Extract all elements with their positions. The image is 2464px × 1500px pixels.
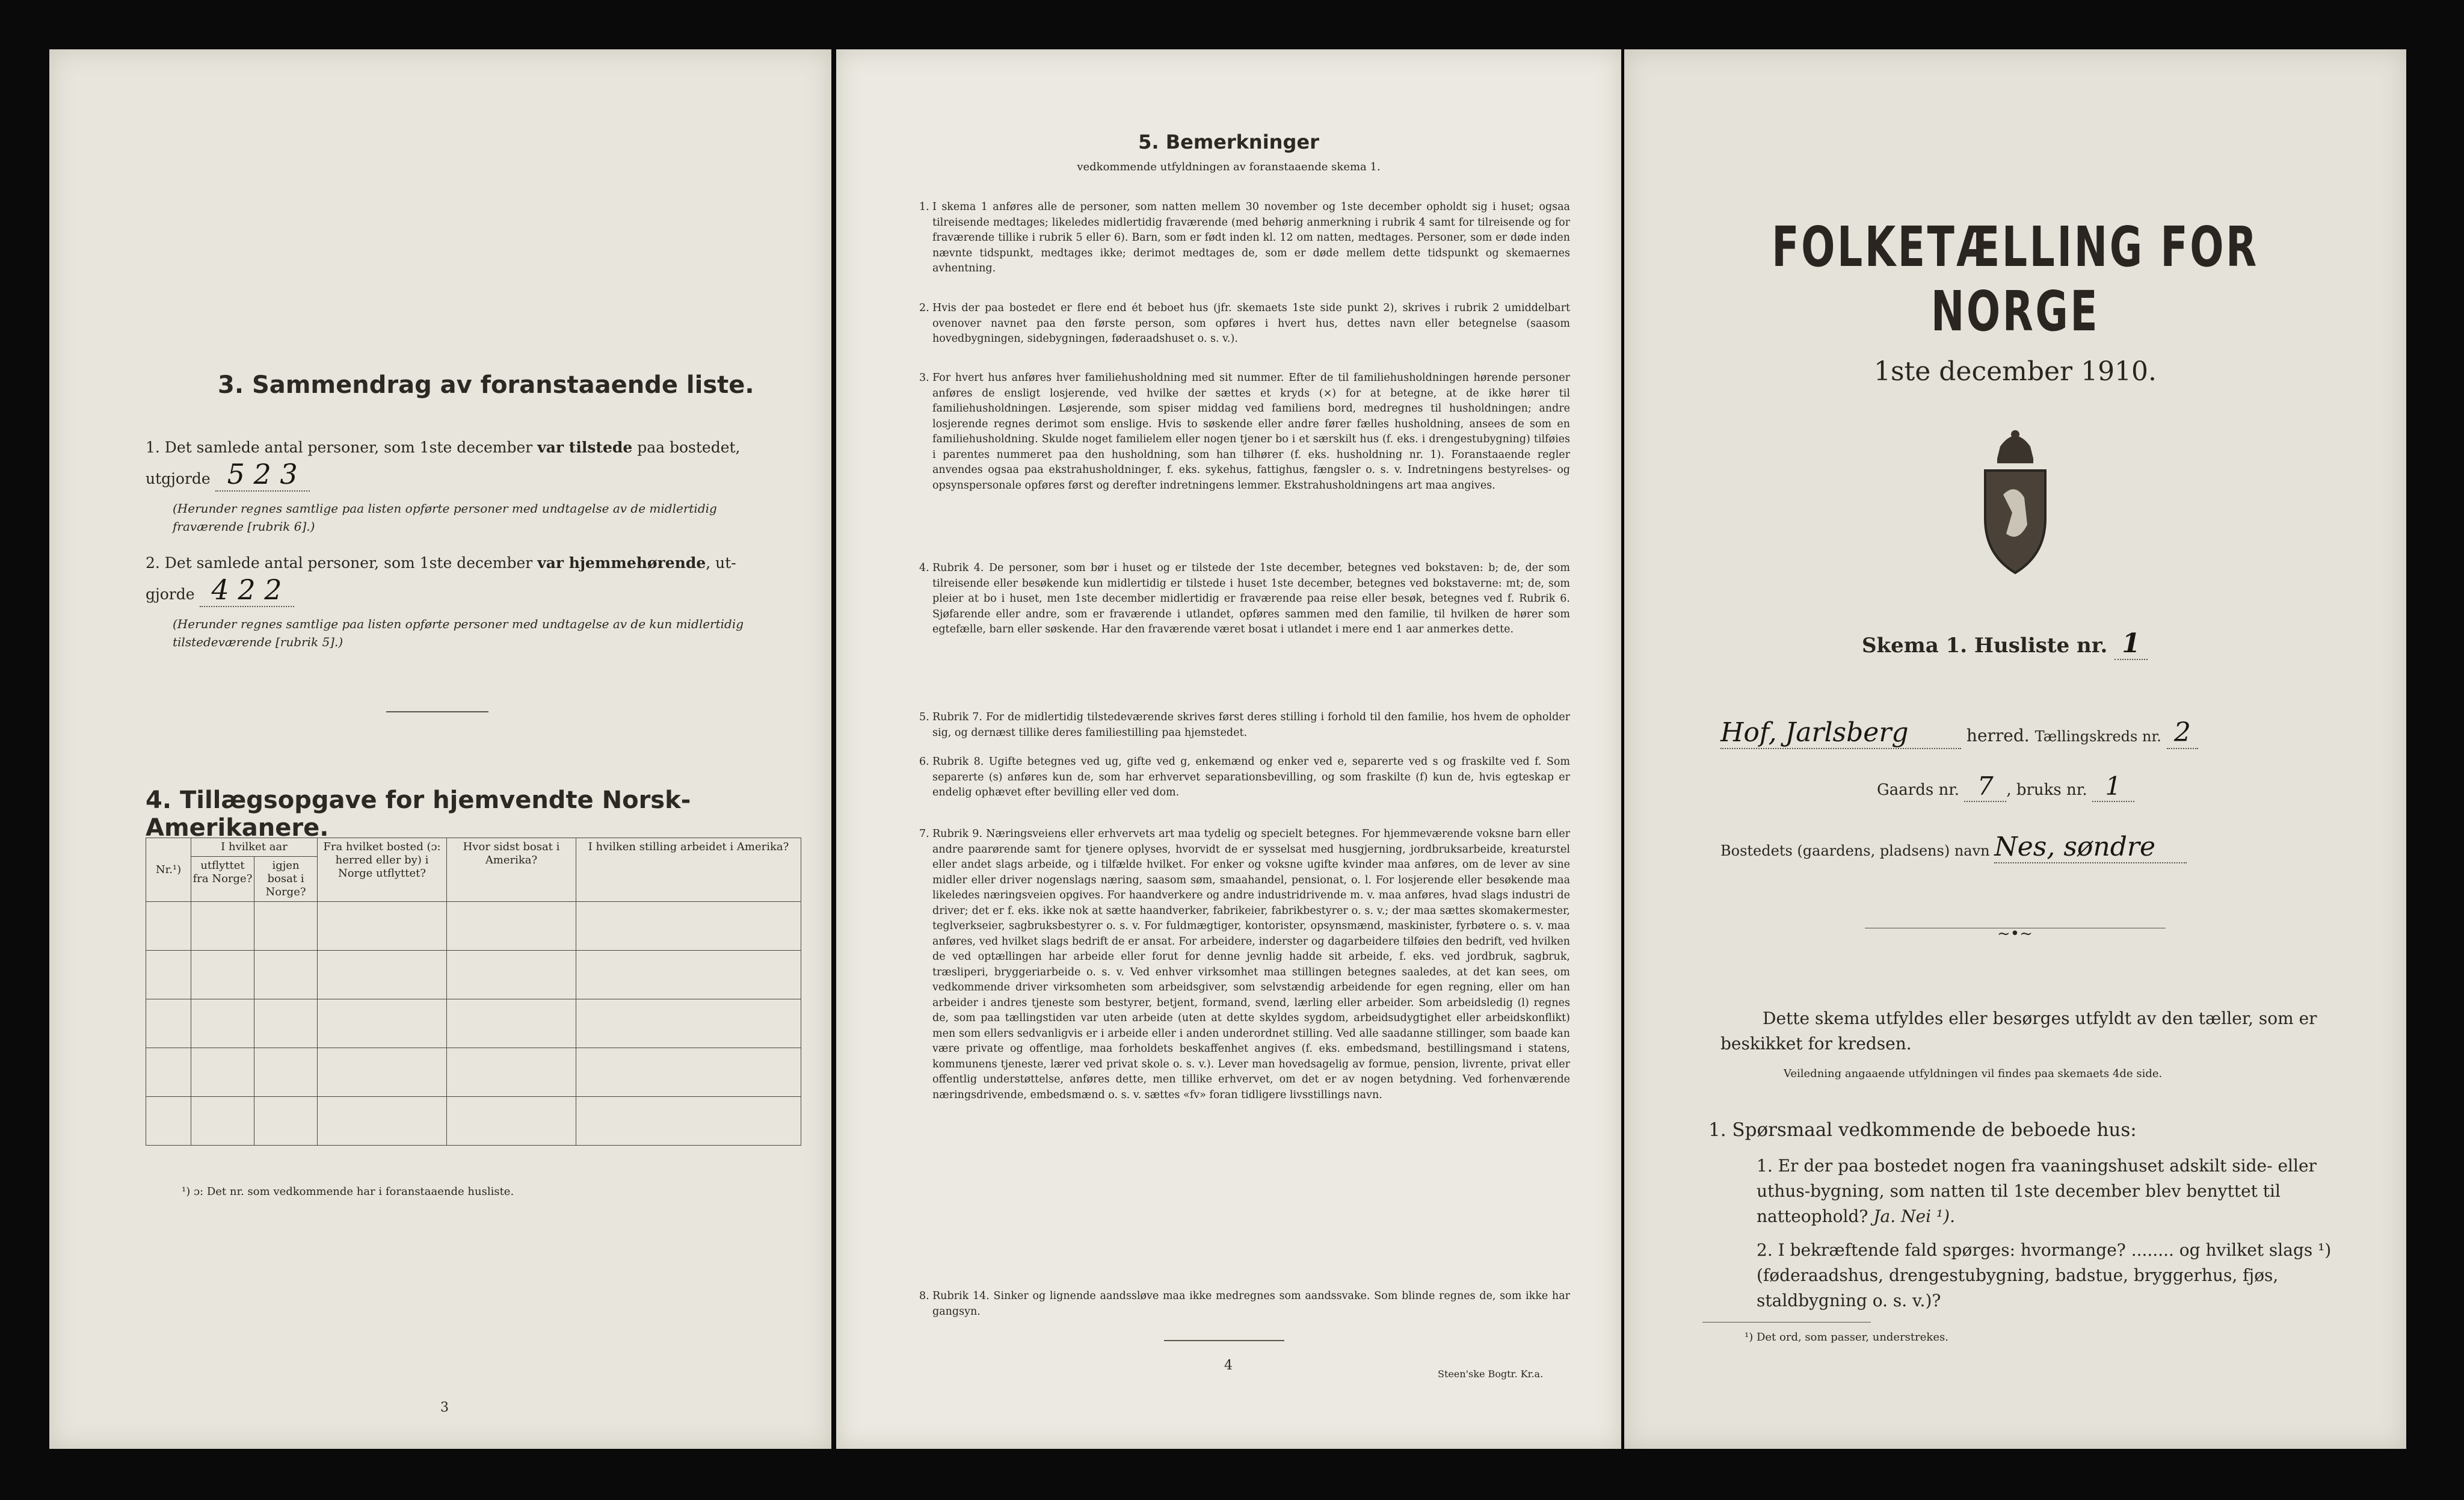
husliste-number: 1: [2114, 628, 2148, 660]
table-footnote: ¹) ɔ: Det nr. som vedkommende har i foranstaaende husliste.: [182, 1185, 514, 1198]
col-utflyttet: utflyttet fra Norge?: [191, 857, 254, 902]
summary-note-2: (Herunder regnes samtlige paa listen opførte personer med undtagelse av de kun midlertidig tilstedeværende [rubrik 5].): [173, 617, 744, 649]
page-middle: [836, 49, 1621, 1449]
present-count-value: 5 2 3: [215, 458, 310, 492]
remark-item-1: 1. I skema 1 anføres alle de personer, som natten mellem 30 november og 1ste december opholdt sig i huset; ogsaa tilreisende medtages; likeledes midlertidig fraværende (med behørig anmerkning i rubrik 4 samt for tilreisende og for fraværende tillike i rubrik 5 eller 6). Barn, som er født inden kl. 12 om natten, medtages. Personer, som er døde inden nævnte tidspunkt, medtages ikke; derimot medtages de, som er døde mellem dette tidspunkt og skemaernes avhentning.: [919, 201, 1570, 274]
census-title: FOLKETÆLLING FOR NORGE: [1772, 215, 2259, 344]
bosted-value: Nes, søndre: [1994, 832, 2187, 863]
questions-heading: 1. Spørsmaal vedkommende de beboede hus:: [1708, 1119, 2137, 1141]
col-stilling: I hvilken stilling arbeidet i Amerika?: [576, 838, 801, 902]
divider: [386, 711, 488, 712]
question-1: 1. Er der paa bostedet nogen fra vaaningshuset adskilt side- eller uthus-bygning, som natten til 1ste december blev benyttet til natteophold? Ja. Nei ¹).: [1757, 1156, 2317, 1226]
question-2: 2. I bekræftende fald spørges: hvormange? ........ og hvilket slags ¹) (føderaadshus, drengestubygning, badstue, bryggerhus, fjøs, staldbygning o. s. v.)?: [1757, 1240, 2332, 1310]
resident-count-value: 4 2 2: [200, 573, 294, 607]
remark-item-2: 2. Hvis der paa bostedet er flere end ét beboet hus (jfr. skemaets 1ste side punkt 2), skrives i rubrik 2 umiddelbart ovenover navnet paa den første person, som opføres i hvert hus, dettes navn eller betegnelse (saasom hovedbygningen, sidebygningen, føderaadshuset o. s. v.).: [919, 302, 1570, 345]
summary-item-2: 2. Det samlede antal personer, som 1ste december var hjemmehørende, ut- gjorde 4 2 2: [146, 554, 736, 606]
remark-item-6: 6. Rubrik 8. Ugifte betegnes ved ug, gifte ved g, enkemænd og enker ved e, separerte ved s og fraskilte ved f. Som separerte (s) anføres kun de, som har erhvervet separationsbevilling, og som fraskilte (f) kun de, hvis egteskap er endelig ophævet efter bevilling eller ved dom.: [919, 756, 1570, 798]
gaards-value: 7: [1964, 771, 2006, 802]
census-date: 1ste december 1910.: [1873, 356, 2157, 387]
remark-item-7: 7. Rubrik 9. Næringsveiens eller erhvervets art maa tydelig og specielt betegnes. For hjemmeværende voksne barn eller andre paarørende samt for tjenere oplyses, hvorvidt de er sysselsat med husgjerning, jordbruksarbeide, kreaturstel eller andet slags arbeide, og i tilfælde hvilket. For enker og voksne ugifte kvinder maa anføres, om de lever av sine midler eller driver nogenslags næring, saasom søm, smaahandel, pensionat, o. l. For losjerende eller besøkende maa likeledes næringsveien opgives. For haandverkere og andre industridrivende m. v. maa anføres, hvad slags industri de driver; det er f. eks. ikke nok at sætte haandverker, fabrikeier, fabrikbestyrer o. s. v.; der maa sættes skomakermester, teglverkseier, sagbruksbestyrer o. s. v. For fuldmægtiger, kontorister, opsynsmænd, maskinister, fyrbøtere o. s. v. maa anføres, ved hvilket slags bedrift de er ansat. For arbeidere, inderster og dagarbeidere tilføies den bedrift, ved hvilken de ved optællingen har arbeide eller forut for denne jevnlig hadde sit arbeide, f. eks. ved jordbruk, sagbruk, træsliperi, bryggeriarbeide o. s. v. Ved enhver virksomhet maa stillingen betegnes saaledes, at det kan sees, om vedkommende driver virksomheten som arbeidsgiver, som selvstændig arbeidende for egen regning, eller om han arbeider i andres tjeneste som bestyrer, betjent, formand, svend, lærling eller arbeider. Som arbeidsledig (l) regnes de, som paa tællingstiden var uten arbeide (uten at dette skyldes sygdom, arbeidsudygtighet eller arbeidskonflikt) men som ellers sedvanligvis er i arbeide eller i anden underordnet stilling. Ved alle saadanne stillinger, som baade kan være private og offentlige, maa forholdets beskaffenhet angives (f. eks. embedsmand, bestillingsmand i statens, kommunens tjeneste, lærer ved privat skole o. s. v.). Lever man hovedsagelig av formue, pension, livrente, privat eller offentlig understøttelse, anføres dette, men tillike erhvervet, om det er av nogen betydning. Ved forhenværende næringsdrivende, embedsmænd o. s. v. sættes «fv» foran tidligere livsstillings navn.: [919, 828, 1570, 1101]
section-4-title: 4. Tillægsopgave for hjemvendte Norsk-Amerikanere.: [146, 786, 691, 842]
table-row: [146, 1097, 801, 1146]
col-nr: Nr.¹): [146, 838, 191, 902]
col-fra: Fra hvilket bosted (ɔ: herred eller by) i Norge utflyttet?: [318, 838, 447, 902]
page-number: 4: [1224, 1358, 1233, 1373]
page-number: 3: [440, 1400, 449, 1415]
herred-value: Hof, Jarlsberg: [1720, 717, 1961, 749]
summary-item-1: 1. Det samlede antal personer, som 1ste december var tilstede paa bostedet, utgjorde 5 2 3: [146, 439, 741, 490]
skema-line: Skema 1. Husliste nr. 1: [1862, 628, 2148, 660]
table-row: [146, 999, 801, 1048]
coat-of-arms-icon: [1964, 422, 2066, 579]
remark-item-3: 3. For hvert hus anføres hver familiehusholdning med sit nummer. Efter de til familiehusholdningen hørende personer anføres de ensligt losjerende, ved hvilke der sættes et kryds (×) for at betegne, at de ikke hører til familiehusholdningen. Løsjerende, som spiser middag ved familiens bord, medregnes til husholdningen; andre losjerende regnes derimot som enslige. Hvis to søskende eller andre fører fælles husholdning, ansees de som en familiehusholdning. Skulde noget familielem eller nogen tjener bo i et særskilt hus (f. eks. i drengestubygning) tilføies i parentes nummeret paa den husholdning, som han tilhører (f. eks. husholdning nr. 1). Foranstaaende regler anvendes ogsaa paa ekstrahusholdninger, f. eks. sykehus, fattighus, fængsler o. s. v. Indretningens bestyrelses- og opsynspersonale opføres først og derefter indretningens lemmer. Ekstrahusholdningens art maa angives.: [919, 372, 1570, 492]
remarks-title: 5. Bemerkninger: [1138, 131, 1319, 153]
page-left: [49, 49, 831, 1449]
ornament-icon: ~•~: [1997, 925, 2033, 943]
table-row: [146, 1048, 801, 1097]
bruks-value: 1: [2092, 771, 2134, 802]
divider: [1702, 1322, 1871, 1323]
herred-line: Hof, Jarlsberg herred. Tællingskreds nr. 2: [1720, 717, 2198, 749]
remark-item-4: 4. Rubrik 4. De personer, som bør i huset og er tilstede der 1ste december, betegnes ved bokstaven: b; de, der som tilreisende eller besøkende kun midlertidig er tilstede i huset 1ste december, betegnes ved bokstaverne: mt; de, som pleier at bo i huset, men 1ste december midlertidig er fraværende paa reise eller besøk, betegnes ved f. Rubrik 6. Sjøfarende eller andre, som er fraværende i utlandet, opføres sammen med den familie, til hvilken de hører som egtefælle, barn eller søskende. Har den fraværende været bosat i utlandet i mere end 1 aar anmerkes dette.: [919, 562, 1570, 635]
section-3-title: 3. Sammendrag av foranstaaende liste.: [218, 371, 754, 399]
intro-text: Dette skema utfyldes eller besørges utfyldt av den tæller, som er beskikket for kredsen.: [1720, 1008, 2317, 1054]
col-igjen: igjen bosat i Norge?: [254, 857, 318, 902]
summary-note-1: (Herunder regnes samtlige paa listen opførte personer med undtagelse av de midlertidig fraværende [rubrik 6].): [173, 501, 717, 534]
divider: [1164, 1340, 1284, 1341]
gaard-line: Gaards nr. 7 , bruks nr. 1: [1877, 771, 2134, 802]
kreds-value: 2: [2167, 717, 2198, 749]
remarks-subtitle: vedkommende utfyldningen av foranstaaende skema 1.: [1077, 161, 1381, 173]
returnee-table: [146, 838, 801, 1146]
remark-item-5: 5. Rubrik 7. For de midlertidig tilstedeværende skrives først deres stilling i forhold til den familie, hos hvem de opholder sig, og dernæst tillike deres familiestilling paa hjemstedet.: [919, 711, 1570, 739]
page-right: [1624, 49, 2406, 1449]
col-year-group: I hvilket aar: [191, 838, 318, 857]
printer-credit: Steen'ske Bogtr. Kr.a.: [1438, 1368, 1544, 1380]
question-1-answer: Ja. Nei ¹).: [1873, 1206, 1955, 1226]
table-row: [146, 902, 801, 951]
table-row: [146, 951, 801, 999]
remark-item-8: 8. Rubrik 14. Sinker og lignende aandssløve maa ikke medregnes som aandssvake. Som blinde regnes de, som ikke har gangsyn.: [919, 1290, 1570, 1318]
page-footnote: ¹) Det ord, som passer, understrekes.: [1745, 1331, 1948, 1344]
intro-small: Veiledning angaaende utfyldningen vil findes paa skemaets 4de side.: [1784, 1067, 2163, 1080]
bosted-line: Bostedets (gaardens, pladsens) navn Nes, søndre: [1720, 832, 2187, 863]
col-hvor: Hvor sidst bosat i Amerika?: [447, 838, 576, 902]
